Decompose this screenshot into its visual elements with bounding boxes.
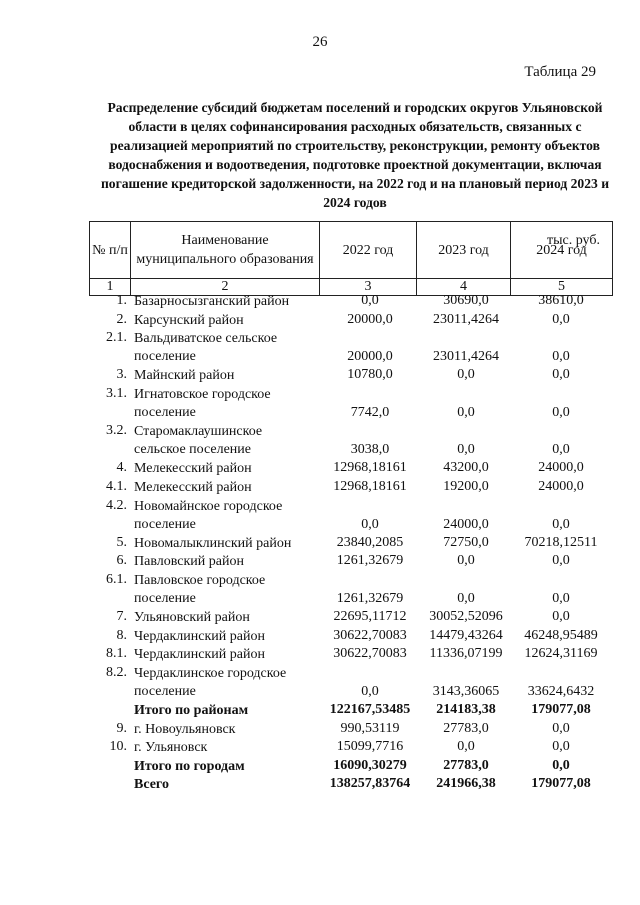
- table-row: [0, 498, 640, 535]
- grand-total-row: [0, 776, 640, 795]
- value-2024: 179077,08: [531, 776, 591, 792]
- value-2024: 33624,6432: [527, 683, 595, 699]
- value-2023: 23011,4264: [433, 311, 499, 327]
- row-name: г. Ульяновск: [134, 740, 208, 756]
- table-row: [0, 609, 640, 628]
- value-2023: 11336,07199: [429, 646, 503, 662]
- row-number: 9.: [116, 720, 127, 736]
- value-2022: 22695,11712: [333, 609, 407, 625]
- col-number: 3: [320, 279, 417, 296]
- row-number: 4.2.: [106, 497, 127, 513]
- value-2022: 12968,18161: [333, 460, 407, 476]
- value-2022: 12968,18161: [333, 478, 407, 494]
- value-2024: 24000,0: [538, 460, 584, 476]
- value-2022: 0,0: [361, 683, 379, 699]
- col-number: 4: [417, 279, 511, 296]
- table-row: [0, 423, 640, 460]
- table-row: [0, 535, 640, 554]
- header-2024: 2024 год: [511, 222, 613, 279]
- row-name: Мелекесский район: [134, 461, 252, 477]
- row-name: Мелекесский район: [134, 479, 252, 495]
- row-name: Игнатовское городское поселение: [134, 386, 271, 420]
- table-row: [0, 367, 640, 386]
- table-row: [0, 293, 640, 312]
- value-2023: 0,0: [457, 367, 475, 383]
- value-2024: 0,0: [552, 404, 570, 420]
- row-name: Чердаклинский район: [134, 628, 265, 644]
- value-2024: 0,0: [552, 442, 570, 458]
- value-2024: 179077,08: [531, 702, 591, 718]
- value-2024: 0,0: [552, 720, 570, 736]
- header-2023: 2023 год: [417, 222, 511, 279]
- total-row-districts: [0, 702, 640, 721]
- row-name: Чердаклинское городское поселение: [134, 665, 287, 699]
- table-row: [0, 646, 640, 665]
- table-label: Таблица 29: [524, 64, 596, 80]
- table-body: [0, 293, 640, 795]
- row-number: 1.: [116, 293, 127, 308]
- value-2022: 30622,70083: [333, 646, 407, 662]
- row-number: 5.: [116, 534, 127, 550]
- value-2023: 30052,52096: [429, 609, 503, 625]
- row-name: Всего: [134, 777, 169, 793]
- row-number: 4.1.: [106, 478, 127, 494]
- row-number: 8.1.: [106, 646, 127, 662]
- table-row: [0, 460, 640, 479]
- row-number: 4.: [116, 460, 127, 476]
- value-2023: 0,0: [457, 553, 475, 569]
- value-2024: 70218,12511: [524, 534, 598, 550]
- row-number: 8.: [116, 627, 127, 643]
- table-row: [0, 665, 640, 702]
- value-2023: 23011,4264: [433, 349, 499, 365]
- table-row: [0, 312, 640, 331]
- row-name: Павловский район: [134, 554, 244, 570]
- col-number: 5: [511, 279, 613, 296]
- row-name: г. Новоульяновск: [134, 721, 236, 737]
- row-name: Карсунский район: [134, 312, 244, 328]
- value-2023: 24000,0: [443, 516, 489, 532]
- value-2024: 0,0: [552, 516, 570, 532]
- row-name: Итого по районам: [134, 703, 249, 719]
- header-2022: 2022 год: [320, 222, 417, 279]
- table-row: [0, 628, 640, 647]
- value-2023: 0,0: [457, 590, 475, 606]
- value-2023: 0,0: [457, 404, 475, 420]
- page-number: 26: [312, 34, 328, 50]
- row-number: 7.: [116, 609, 127, 625]
- value-2023: 3143,36065: [432, 683, 500, 699]
- header-name: Наименование муниципального образования: [131, 222, 320, 279]
- value-2023: 214183,38: [436, 702, 496, 718]
- row-name: Итого по городам: [134, 758, 245, 774]
- value-2024: 0,0: [552, 553, 570, 569]
- value-2023: 27783,0: [443, 720, 489, 736]
- value-2023: 14479,43264: [429, 627, 503, 643]
- value-2024: 0,0: [552, 311, 570, 327]
- row-number: 2.: [116, 311, 127, 327]
- value-2022: 138257,83764: [329, 776, 411, 792]
- value-2022: 1261,32679: [336, 553, 404, 569]
- row-name: Базарносызганский район: [134, 294, 290, 309]
- value-2022: 23840,2085: [336, 534, 404, 550]
- value-2023: 19200,0: [443, 478, 489, 494]
- value-2022: 20000,0: [347, 311, 393, 327]
- value-2023: 0,0: [457, 442, 475, 458]
- col-number: 1: [90, 279, 131, 296]
- table-row: [0, 739, 640, 758]
- units-label: тыс. руб.: [547, 233, 600, 248]
- value-2024: 12624,31169: [524, 646, 598, 662]
- row-name: Вальдиватское сельское поселение: [134, 331, 278, 365]
- total-row-cities: [0, 758, 640, 777]
- value-2024: 0,0: [552, 739, 570, 755]
- value-2022: 3038,0: [350, 442, 390, 458]
- table-row: [0, 572, 640, 609]
- row-number: 3.: [116, 367, 127, 383]
- value-2022: 20000,0: [347, 349, 393, 365]
- row-number: 10.: [109, 739, 127, 755]
- table-header: [89, 221, 613, 296]
- row-number: 8.2.: [106, 664, 127, 680]
- table-row: [0, 721, 640, 740]
- value-2023: 30690,0: [443, 293, 489, 308]
- value-2023: 27783,0: [443, 757, 489, 773]
- document-title: Распределение субсидий бюджетам поселений и городских округов Ульяновской области в целях софинансирования расходных обязательств, связанных с реализацией мероприятий по строительству, реконструкции, ремонту объектов водоснабжения и водоотведения, подготовке проектной документации, включая погашение кредиторской задолженности, на 2022 год и на плановый период 2023 и 2024 годов: [100, 100, 610, 210]
- row-number: 6.1.: [106, 571, 127, 587]
- row-name: Старомаклаушинское сельское поселение: [134, 424, 263, 458]
- value-2022: 0,0: [361, 516, 379, 532]
- value-2023: 72750,0: [443, 534, 489, 550]
- value-2022: 0,0: [361, 293, 379, 308]
- value-2022: 16090,30279: [333, 757, 407, 773]
- value-2024: 0,0: [552, 367, 570, 383]
- header-no: № п/п: [90, 222, 131, 279]
- row-name: Новомалыклинский район: [134, 535, 292, 551]
- value-2024: 46248,95489: [524, 627, 598, 643]
- col-number: 2: [131, 279, 320, 296]
- value-2024: 0,0: [552, 609, 570, 625]
- row-number: 2.1.: [106, 330, 127, 346]
- row-number: 3.2.: [106, 423, 127, 439]
- table-row: [0, 479, 640, 498]
- value-2024: 0,0: [552, 757, 570, 773]
- row-number: 3.1.: [106, 385, 127, 401]
- value-2022: 15099,7716: [336, 739, 404, 755]
- value-2022: 1261,32679: [336, 590, 404, 606]
- value-2024: 38610,0: [538, 293, 584, 308]
- row-name: Майнский район: [134, 368, 235, 384]
- value-2022: 30622,70083: [333, 627, 407, 643]
- table-row: [0, 386, 640, 423]
- value-2023: 0,0: [457, 739, 475, 755]
- value-2022: 990,53119: [340, 720, 400, 736]
- value-2023: 43200,0: [443, 460, 489, 476]
- value-2022: 7742,0: [350, 404, 390, 420]
- value-2022: 122167,53485: [329, 702, 411, 718]
- value-2023: 241966,38: [436, 776, 496, 792]
- value-2024: 0,0: [552, 349, 570, 365]
- table-row: [0, 553, 640, 572]
- row-name: Новомайнское городское поселение: [134, 498, 283, 532]
- value-2022: 10780,0: [347, 367, 393, 383]
- table-row: [0, 330, 640, 367]
- value-2024: 0,0: [552, 590, 570, 606]
- value-2024: 24000,0: [538, 478, 584, 494]
- row-number: 6.: [116, 553, 127, 569]
- row-name: Павловское городское поселение: [134, 572, 266, 606]
- row-name: Чердаклинский район: [134, 647, 265, 663]
- row-name: Ульяновский район: [134, 610, 250, 626]
